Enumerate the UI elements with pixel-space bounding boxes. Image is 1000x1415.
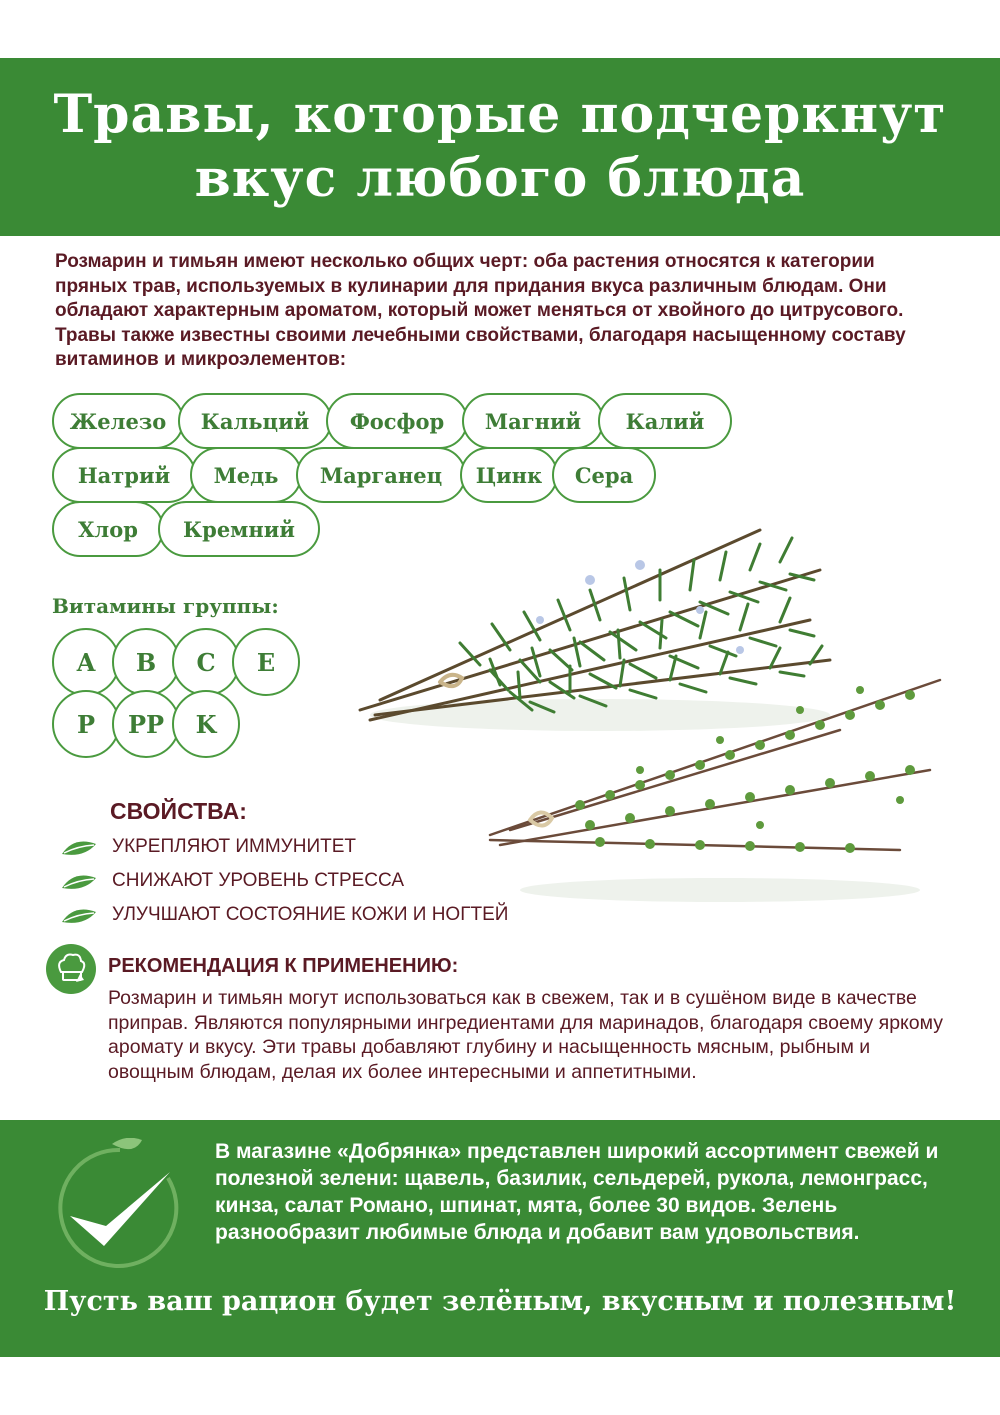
minerals-row-1 xyxy=(52,393,726,449)
vitamins-row-2 xyxy=(52,690,232,758)
vitamin-circle: B xyxy=(112,628,180,696)
mineral-pill: Фосфор xyxy=(326,393,468,449)
property-item xyxy=(60,904,508,926)
mineral-pill: Сера xyxy=(552,447,656,503)
mineral-pill: Кальций xyxy=(178,393,332,449)
leaf-icon xyxy=(60,904,100,926)
mineral-pill: Магний xyxy=(462,393,604,449)
mineral-pill: Хлор xyxy=(52,501,164,557)
property-text: УЛУЧШАЮТ СОСТОЯНИЕ КОЖИ И НОГТЕЙ xyxy=(112,904,509,925)
mineral-pill: Натрий xyxy=(52,447,196,503)
vitamin-circle: C xyxy=(172,628,240,696)
chef-hat-icon xyxy=(46,944,96,994)
mineral-pill: Калий xyxy=(598,393,732,449)
vitamin-circle: A xyxy=(52,628,120,696)
mineral-pill: Цинк xyxy=(460,447,558,503)
rosemary-bunch xyxy=(360,530,830,731)
mineral-pill: Марганец xyxy=(296,447,466,503)
property-item xyxy=(60,836,356,858)
footer-slogan: Пусть ваш рацион будет зелёным, вкусным и полезным! xyxy=(43,1286,957,1317)
title-line-1: Травы, которые подчеркнут xyxy=(53,84,947,145)
mineral-pill: Медь xyxy=(190,447,302,503)
vitamins-title: Витамины группы: xyxy=(52,594,279,618)
properties-title: СВОЙСТВА: xyxy=(110,798,247,824)
store-assortment-text: В магазине «Добрянка» представлен широкий ассортимент свежей и полезной зелени: щавель, базилик, сельдерей, рукола, лемонграсс, кинза, салат Романо, шпинат, мята, более 30 видов. Зелень разнообразит любимые блюда и добавит вам удовольствия. xyxy=(215,1140,939,1244)
property-item xyxy=(60,870,404,892)
checkmark-icon xyxy=(50,1138,190,1278)
recommendation-text: Розмарин и тимьян могут использоваться как в свежем, так и в сушёном виде в качестве приправ. Являются популярными ингредиентами для маринадов, благодаря своему яркому аромату и вкусу. Эти травы добавляют глубину и насыщенность мясным, рыбным и овощным блюдам, делая их более интересными и аппетитными. xyxy=(108,987,944,1083)
footer-banner xyxy=(0,1120,1000,1357)
property-text: УКРЕПЛЯЮТ ИММУНИТЕТ xyxy=(112,836,356,857)
leaf-icon xyxy=(60,870,100,892)
herbs-illustration xyxy=(340,470,960,910)
minerals-row-3 xyxy=(52,501,314,557)
vitamin-circle: K xyxy=(172,690,240,758)
leaf-icon xyxy=(60,836,100,858)
vitamin-circle: P xyxy=(52,690,120,758)
mineral-pill: Кремний xyxy=(158,501,320,557)
header-banner xyxy=(0,58,1000,236)
vitamin-circle: PP xyxy=(112,690,180,758)
recommendation-title: РЕКОМЕНДАЦИЯ К ПРИМЕНЕНИЮ: xyxy=(108,955,459,977)
vitamin-circle: E xyxy=(232,628,300,696)
mineral-pill: Железо xyxy=(52,393,184,449)
vitamins-row-1 xyxy=(52,628,292,696)
property-text: СНИЖАЮТ УРОВЕНЬ СТРЕССА xyxy=(112,870,404,891)
intro-paragraph: Розмарин и тимьян имеют несколько общих черт: оба растения относятся к категории пряных трав, используемых в кулинарии для придания вкуса различным блюдам. Они обладают характерным ароматом, который может меняться от хвойного до цитрусового. Травы также известны своими лечебными свойствами, благодаря насыщенному составу витаминов и микроэлементов: xyxy=(55,251,906,370)
title-line-2: вкус любого блюда xyxy=(194,148,806,209)
